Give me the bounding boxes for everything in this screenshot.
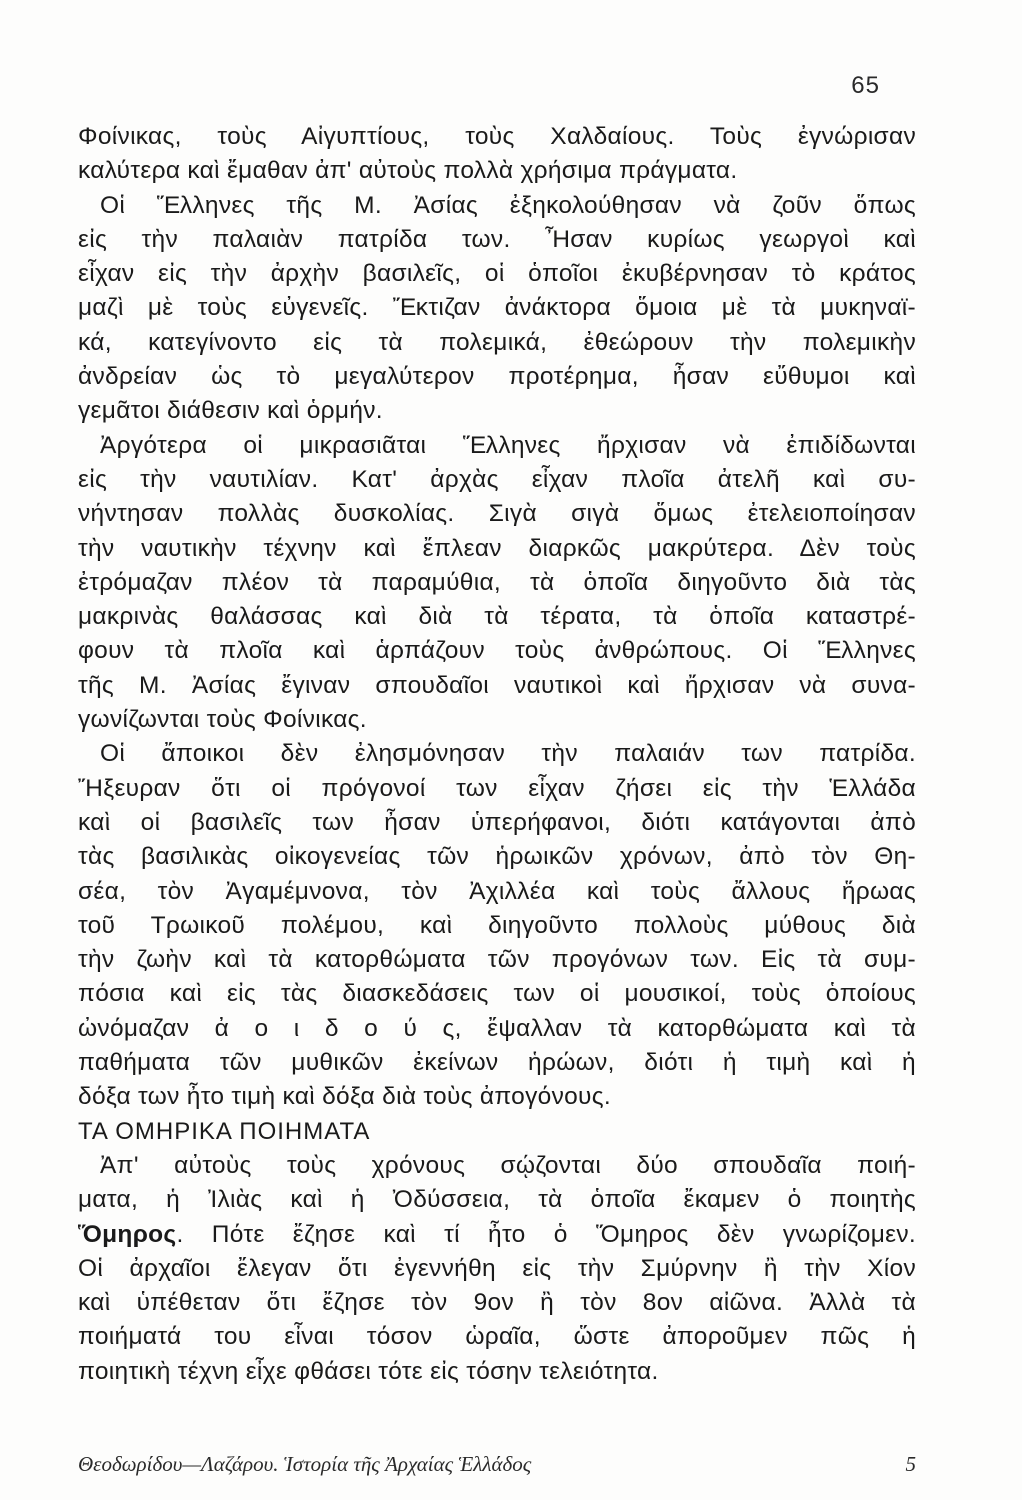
text-line: παθήματα τῶν μυθικῶν ἐκείνων ἡρώων, διότι ἡ τιμὴ καὶ ἡ (78, 1049, 916, 1077)
text-line: εἰς τὴν παλαιὰν πατρίδα των. Ἦσαν κυρίως γεωργοὶ καὶ (78, 225, 916, 253)
text-line: Οἱ Ἕλληνες τῆς Μ. Ἀσίας ἐξηκολούθησαν νὰ ζοῦν ὅπως (100, 191, 916, 219)
text-line: μαζὶ μὲ τοὺς εὐγενεῖς. Ἔκτιζαν ἀνάκτορα ὅμοια μὲ τὰ μυκηναϊ- (78, 294, 916, 322)
text-line: κά, κατεγίνοντο εἰς τὰ πολεμικά, ἐθεώρουν τὴν πολεμικὴν (78, 328, 916, 356)
text-line: τὴν ναυτικὴν τέχνην καὶ ἔπλεαν διαρκῶς μακρύτερα. Δὲν τοὺς (78, 534, 916, 562)
text-line: πόσια καὶ εἰς τὰς διασκεδάσεις των οἱ μουσικοί, τοὺς ὁποίους (78, 980, 916, 1008)
text-line: τῆς Μ. Ἀσίας ἔγιναν σπουδαῖοι ναυτικοὶ καὶ ἤρχισαν νὰ συνα- (78, 671, 916, 699)
text-line: σέα, τὸν Ἀγαμέμνονα, τὸν Ἀχιλλέα καὶ τοὺς ἄλλους ἥρωας (78, 877, 916, 905)
text-line: εἰς τὴν ναυτιλίαν. Κατ' ἀρχὰς εἶχαν πλοῖα ἀτελῆ καὶ συ- (78, 465, 916, 493)
page-number: 65 (851, 72, 880, 99)
text-line: νήντησαν πολλὰς δυσκολίας. Σιγὰ σιγὰ ὅμως ἐτελειοποίησαν (78, 500, 916, 528)
body-text (78, 120, 916, 1389)
text-line-rest: . Πότε ἔζησε καὶ τί ἦτο ὁ Ὅμηρος δὲν γνωρίζομεν. (176, 1220, 916, 1248)
text-line: Ἀπ' αὐτοὺς τοὺς χρόνους σῴζονται δύο σπουδαῖα ποιή- (100, 1151, 916, 1179)
text-line: Οἱ ἄποικοι δὲν ἐλησμόνησαν τὴν παλαιάν των πατρίδα. (100, 740, 916, 768)
footer-citation: Θεοδωρίδου—Λαζάρου. Ἱστορία τῆς Ἀρχαίας Ἑλλάδος (78, 1452, 532, 1476)
text-line: καὶ οἱ βασιλεῖς των ἦσαν ὑπερήφανοι, διότι κατάγονται ἀπὸ (78, 808, 916, 836)
page-footer (78, 1452, 916, 1477)
text-line: τὴν ζωὴν καὶ τὰ κατορθώματα τῶν προγόνων των. Εἰς τὰ συμ- (78, 946, 916, 974)
text-line: εἶχαν εἰς τὴν ἀρχὴν βασιλεῖς, οἱ ὁποῖοι ἐκυβέρνησαν τὸ κράτος (78, 260, 916, 288)
text-line: καλύτερα καὶ ἔμαθαν ἀπ' αὐτοὺς πολλὰ χρήσιμα πράγματα. (78, 157, 738, 185)
text-line: τὰς βασιλικὰς οἰκογενείας τῶν ἡρωικῶν χρόνων, ἀπὸ τὸν Θη- (78, 843, 916, 871)
text-line: ἐτρόμαζαν πλέον τὰ παραμύθια, τὰ ὁποῖα διηγοῦντο διὰ τὰς (78, 568, 916, 596)
text-line: ματα, ἡ Ἰλιὰς καὶ ἡ Ὀδύσσεια, τὰ ὁποῖα ἔκαμεν ὁ ποιητὴς (78, 1186, 916, 1214)
text-line: καὶ ὑπέθεταν ὅτι ἔζησε τὸν 9ον ἢ τὸν 8ον αἰῶνα. Ἀλλὰ τὰ (78, 1289, 916, 1317)
signature-mark: 5 (905, 1452, 916, 1476)
text-line: ποιητικὴ τέχνη εἶχε φθάσει τότε εἰς τόσην τελειότητα. (78, 1357, 659, 1385)
text-line: Ἤξευραν ὅτι οἱ πρόγονοί των εἶχαν ζήσει εἰς τὴν Ἑλλάδα (78, 774, 916, 802)
section-heading: ΤΑ ΟΜΗΡΙΚΑ ΠΟΙΗΜΑΤΑ (78, 1117, 371, 1145)
text-line: ἀνδρείαν ὡς τὸ μεγαλύτερον προτέρημα, ἦσαν εὔθυμοι καὶ (78, 363, 916, 391)
text-line: ποιήματά του εἶναι τόσον ὡραῖα, ὥστε ἀποροῦμεν πῶς ἡ (78, 1323, 916, 1351)
text-line: Ἀργότερα οἱ μικρασιᾶται Ἕλληνες ἤρχισαν νὰ ἐπιδίδωνται (100, 431, 916, 459)
text-line: τοῦ Τρωικοῦ πολέμου, καὶ διηγοῦντο πολλοὺς μύθους διὰ (78, 911, 916, 939)
text-line: δόξα των ἦτο τιμὴ καὶ δόξα διὰ τοὺς ἀπογόνους. (78, 1083, 611, 1111)
homer-bold-name: Ὅμηρος (78, 1220, 177, 1248)
text-line: φουν τὰ πλοῖα καὶ ἁρπάζουν τοὺς ἀνθρώπους. Οἱ Ἕλληνες (78, 637, 916, 665)
text-line: ὠνόμαζαν ἀ ο ι δ ο ύ ς, ἔψαλλαν τὰ κατορθώματα καὶ τὰ (78, 1014, 916, 1042)
text-line: μακρινὰς θαλάσσας καὶ διὰ τὰ τέρατα, τὰ ὁποῖα καταστρέ- (78, 603, 916, 631)
text-line: Φοίνικας, τοὺς Αἰγυπτίους, τοὺς Χαλδαίους. Τοὺς ἐγνώρισαν (78, 123, 916, 150)
text-line: Οἱ ἀρχαῖοι ἔλεγαν ὅτι ἐγεννήθη εἰς τὴν Σμύρνην ἢ τὴν Χίον (78, 1254, 916, 1282)
text-line (78, 1218, 916, 1252)
text-line: γεμᾶτοι διάθεσιν καὶ ὁρμήν. (78, 397, 383, 425)
text-line: γωνίζωνται τοὺς Φοίνικας. (78, 706, 367, 734)
